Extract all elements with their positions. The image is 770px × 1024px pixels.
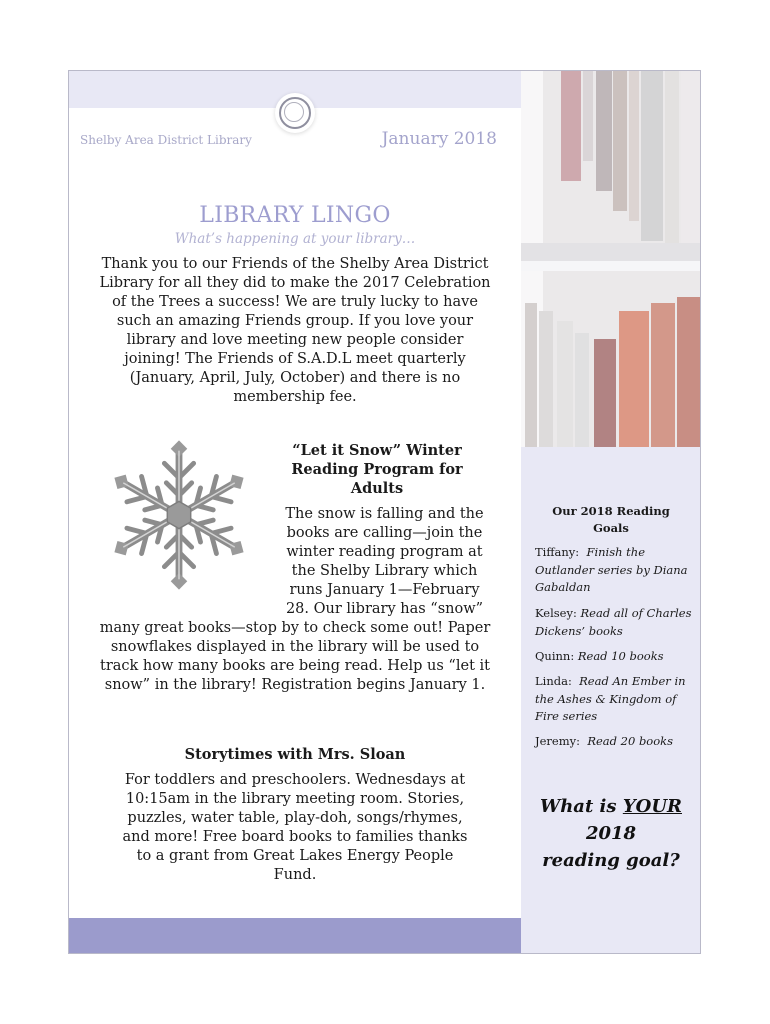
goal-person: Tiffany: <box>535 545 580 559</box>
goal-text: Finish the Outlander series by Diana Gabaldan <box>535 545 688 594</box>
sidebar <box>521 71 700 953</box>
newsletter-subtitle: What’s happening at your library… <box>174 231 416 247</box>
goal-text: Read An Ember in the Ashes & Kingdom of Fire series <box>535 674 686 723</box>
main-column <box>69 71 521 953</box>
goal-text: Read 20 books <box>587 734 674 748</box>
goal-item <box>535 733 695 751</box>
snowflake-spacer <box>99 505 278 617</box>
goal-person: Jeremy: <box>535 734 580 748</box>
goal-item <box>535 673 695 726</box>
reading-goal-callout <box>531 793 691 874</box>
bottom-band <box>69 918 521 953</box>
newsletter-page <box>68 70 701 954</box>
storytimes-body: For toddlers and preschoolers. Wednesdays at 10:15am in the library meeting room. Stories, puzzles, water table, play-doh, songs/rhymes, and more! Free board books to families thanks to a grant from Great Lakes Energy People Fund. <box>122 772 468 883</box>
goal-item <box>535 605 695 640</box>
winter-program-text: The snow is falling and the books are calling—join the winter reading program at the Shelby Library which runs January 1—February 28. Our library has “snow” many great books—stop by to check some out! Paper snowflakes displayed in the library will be used to track how many books are being read. Help us “let it snow” in the library! Registration begins January 1. <box>99 506 491 693</box>
goal-item <box>535 648 695 666</box>
bookshelf-photo <box>521 71 700 447</box>
newsletter-title: LIBRARY LINGO <box>199 203 391 228</box>
winter-program-body <box>99 505 491 695</box>
cta-prefix: What is <box>540 796 617 817</box>
goal-text: Read all of Charles Dickens’ books <box>535 606 692 638</box>
cta-line3: reading goal? <box>542 850 680 871</box>
goal-person: Linda: <box>535 674 572 688</box>
goal-person: Quinn: <box>535 649 575 663</box>
cta-line2: 2018 <box>585 823 637 844</box>
goal-text: Read 10 books <box>577 649 664 663</box>
cta-emphasis: YOUR <box>622 796 682 817</box>
goals-title: Our 2018 Reading Goals <box>552 504 670 535</box>
winter-program-heading: “Let it Snow” Winter Reading Program for Adults <box>291 442 463 497</box>
library-name: Shelby Area District Library <box>80 133 252 147</box>
issue-date: January 2018 <box>381 129 497 149</box>
intro-paragraph: Thank you to our Friends of the Shelby Area District Library for all they did to make the 2017 Celebration of the Trees a success! We are truly lucky to have such an amazing Friends group. If you love your library and love meeting new people consider joining! The Friends of S.A.D.L meet quarterly (January, April, July, October) and there is no membership fee. <box>99 256 491 405</box>
ring-ornament-icon <box>275 93 315 133</box>
goal-person: Kelsey: <box>535 606 577 620</box>
storytimes-heading: Storytimes with Mrs. Sloan <box>184 746 406 763</box>
goal-item <box>535 544 695 597</box>
